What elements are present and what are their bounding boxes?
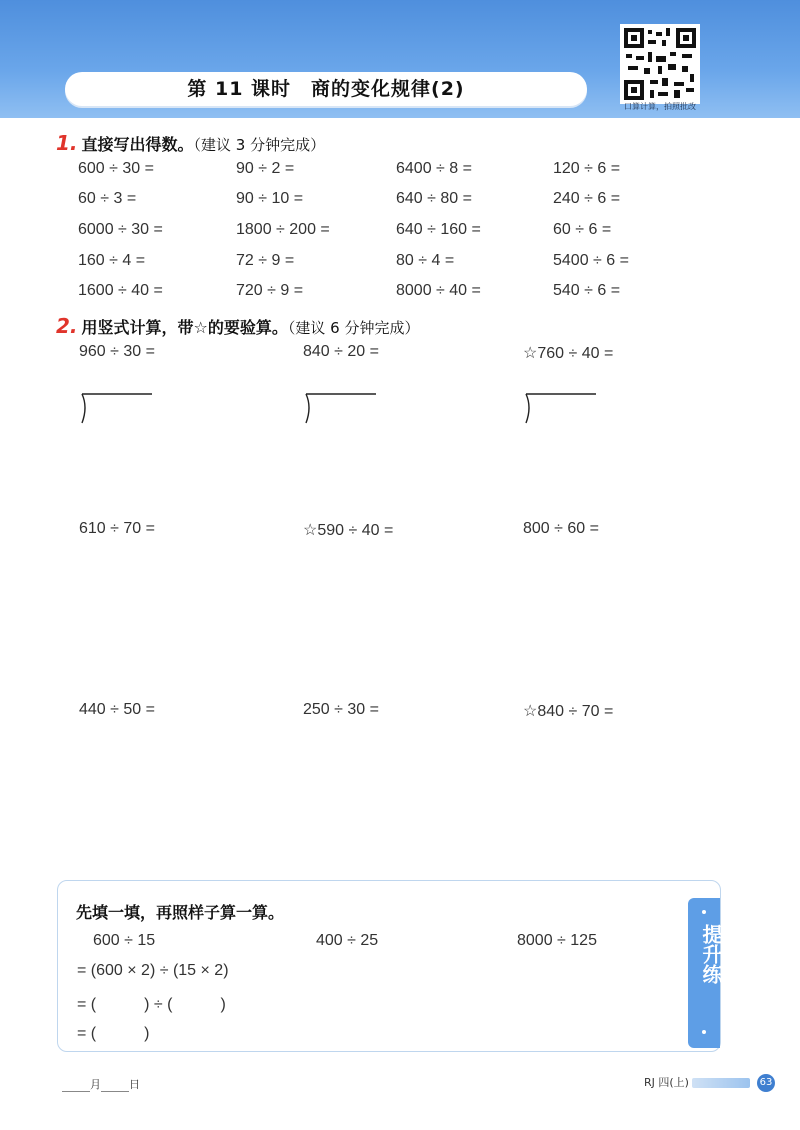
q1-expr: 600 ÷ 30 = [78,160,154,177]
section-tab [688,898,723,1048]
q2-expr: 960 ÷ 30 = [79,343,155,360]
q1-expr: 160 ÷ 4 = [78,252,146,269]
day-blank [101,1081,129,1092]
q1-expr: 640 ÷ 160 = [396,221,481,238]
q2-expr: 800 ÷ 60 = [523,520,599,537]
q1-expr: 6000 ÷ 30 = [78,221,163,238]
q2-expr: 440 ÷ 50 = [79,701,155,718]
q2-title: 用竖式计算，带☆的要验算。 [81,318,288,337]
lesson-title-bar [65,72,587,106]
long-division-bracket [304,391,376,425]
lesson-title: 第 11 课时 商的变化规律(2) [187,78,465,100]
q1-expr: 80 ÷ 4 = [396,252,455,269]
q2-expr: 250 ÷ 30 = [303,701,379,718]
page-number: 63 [757,1074,775,1092]
q1-note: （建议 3 分钟完成） [193,136,326,154]
q1-number: 1. [56,131,78,155]
q2-heading [56,314,419,338]
qr-code[interactable] [620,24,700,104]
q2-expr: 610 ÷ 70 = [79,520,155,537]
q2-note: （建议 6 分钟完成） [287,319,420,337]
tab-dot [702,1030,706,1034]
q1-expr: 60 ÷ 3 = [78,190,137,207]
q2-expr: ☆590 ÷ 40 = [303,522,394,539]
extension-step: = ( ) [77,1025,150,1042]
q1-expr: 120 ÷ 6 = [553,160,621,177]
q1-expr: 540 ÷ 6 = [553,282,621,299]
long-division-bracket [80,391,152,425]
q2-expr: 840 ÷ 20 = [303,343,379,360]
q1-expr: 1600 ÷ 40 = [78,282,163,299]
q2-expr: ☆840 ÷ 70 = [523,703,614,720]
q1-expr: 90 ÷ 2 = [236,160,295,177]
qr-caption: 口算计算，拍照批改 [624,102,696,111]
q1-expr: 720 ÷ 9 = [236,282,304,299]
month-label: 月 [90,1078,101,1091]
extension-step: = (600 × 2) ÷ (15 × 2) [77,962,229,979]
book-label: RJ 四(上) [644,1076,689,1089]
page-footer [644,1074,775,1092]
extension-step: = ( ) ÷ ( ) [77,996,226,1013]
q2-number: 2. [56,314,78,338]
q1-expr: 6400 ÷ 8 = [396,160,472,177]
extension-problem: 600 ÷ 15 [93,932,156,949]
q2-expr: ☆760 ÷ 40 = [523,345,614,362]
tab-dot [702,910,706,914]
q1-expr: 90 ÷ 10 = [236,190,304,207]
q1-expr: 240 ÷ 6 = [553,190,621,207]
footer-bar [692,1078,750,1088]
q1-heading [56,131,325,155]
extension-title: 先填一填，再照样子算一算。 [76,903,285,922]
q1-expr: 5400 ÷ 6 = [553,252,629,269]
extension-problem: 400 ÷ 25 [316,932,379,949]
month-blank [62,1081,90,1092]
q1-expr: 640 ÷ 80 = [396,190,472,207]
long-division-bracket [524,391,596,425]
date-line [62,1076,140,1092]
extension-problem: 8000 ÷ 125 [517,932,597,949]
q1-expr: 8000 ÷ 40 = [396,282,481,299]
q1-title: 直接写出得数。 [81,135,194,154]
q1-expr: 60 ÷ 6 = [553,221,612,238]
q1-expr: 72 ÷ 9 = [236,252,295,269]
q1-expr: 1800 ÷ 200 = [236,221,330,238]
section-tab-label: 提升练 [699,924,723,984]
day-label: 日 [129,1078,140,1091]
